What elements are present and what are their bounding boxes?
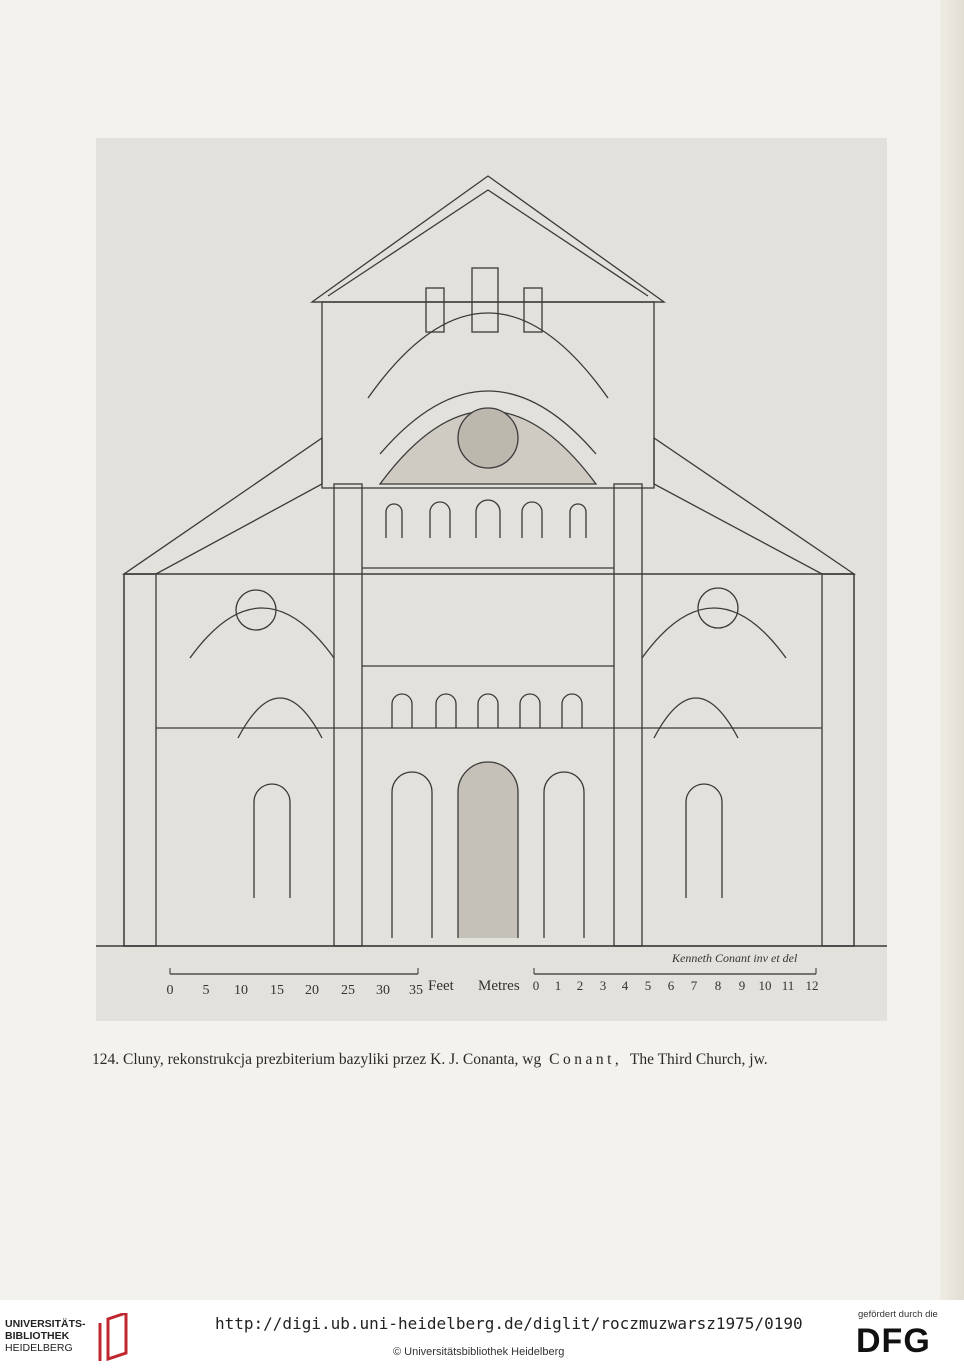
clerestory-arcade [386,500,586,538]
metres-tick-label: 4 [621,978,629,993]
triforium-arcade [392,694,582,728]
feet-tick-label: 30 [376,983,390,998]
metres-tick-label: 3 [599,978,607,993]
feet-tick-label: 35 [409,983,423,998]
permalink-url[interactable]: http://digi.ub.uni-heidelberg.de/diglit/roczmuzwarsz1975/0190 [215,1314,803,1333]
metres-unit-label: Metres [478,978,520,994]
feet-tick-label: 5 [202,983,210,998]
left-roof [124,438,322,574]
feet-tick-label: 15 [270,983,284,998]
dome-windows [426,268,542,332]
caption-text: 124. Cluny, rekonstrukcja prezbiterium bazyliki przez K. J. Conanta, wg [92,1051,542,1068]
metres-scale [478,968,819,994]
feet-tick-label: 10 [234,983,248,998]
metres-tick-label: 7 [690,978,698,993]
caption-source: The Third Church, jw. [629,1051,768,1068]
copyright-notice: © Universitätsbibliothek Heidelberg [393,1346,565,1358]
feet-unit-label: Feet [428,978,454,994]
feet-tick-label: 20 [305,983,319,998]
library-emblem-icon [96,1313,132,1361]
library-logo[interactable] [5,1318,86,1354]
figure-caption [92,1051,892,1069]
artist-signature: Kenneth Conant inv et del [672,951,798,965]
funding-label: gefördert durch die [858,1309,938,1320]
metres-tick-label: 9 [738,978,746,993]
metres-tick-label: 2 [576,978,584,993]
metres-tick-label: 6 [667,978,675,993]
upper-gable [312,176,664,302]
metres-tick-label: 5 [644,978,652,993]
dfg-logo[interactable]: DFG [856,1322,931,1360]
library-name-line2: BIBLIOTHEK [5,1330,70,1342]
semi-dome [368,313,608,398]
cluny-elevation-drawing [96,138,887,1021]
page-edge [940,0,964,1300]
left-oculus [236,590,276,630]
metres-tick-label: 11 [781,978,795,993]
metres-tick-label: 10 [758,978,772,993]
metres-tick-label: 0 [532,978,540,993]
metres-tick-label: 1 [554,978,562,993]
main-arcade [392,762,584,938]
metres-tick-label: 12 [805,978,819,993]
architectural-drawing [96,138,887,1021]
right-roof [654,438,854,574]
feet-scale [167,968,455,998]
metres-tick-label: 8 [714,978,722,993]
library-name-line1: UNIVERSITÄTS- [5,1318,86,1330]
feet-tick-label: 25 [341,983,355,998]
library-name-line3: HEIDELBERG [5,1342,73,1354]
caption-author: Conant, [549,1051,623,1068]
feet-tick-label: 0 [166,983,174,998]
